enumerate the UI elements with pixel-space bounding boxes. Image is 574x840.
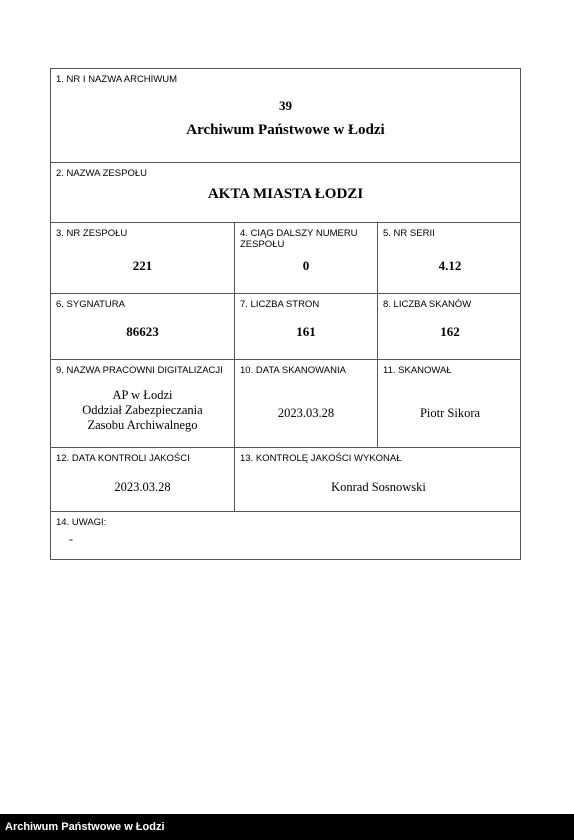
row-digitization — [51, 360, 520, 448]
cell-page-count — [234, 294, 377, 359]
qc-by-label: 13. KONTROLĘ JAKOŚCI WYKONAŁ — [240, 453, 402, 464]
fonds-name-value: AKTA MIASTA ŁODZI — [207, 186, 364, 202]
qc-by-value: Konrad Sosnowski — [331, 480, 426, 494]
fonds-number-label: 3. NR ZESPOŁU — [56, 228, 128, 239]
signature-value: 86623 — [126, 324, 159, 339]
signature-label: 6. SYGNATURA — [56, 299, 125, 310]
metadata-sheet — [50, 68, 521, 560]
cell-scan-date — [234, 360, 377, 447]
cell-fonds-continuation — [234, 223, 377, 293]
cell-scanned-by — [377, 360, 522, 447]
row-quality-control — [51, 448, 520, 512]
cell-fonds-number — [51, 223, 234, 293]
row-remarks — [51, 512, 520, 559]
cell-signature — [51, 294, 234, 359]
digitization-lab-label: 9. NAZWA PRACOWNI DIGITALIZACJI — [56, 365, 223, 376]
scan-count-value: 162 — [440, 324, 460, 339]
cell-qc-by — [234, 448, 522, 511]
qc-date-label: 12. DATA KONTROLI JAKOŚCI — [56, 453, 190, 464]
fonds-continuation-label-line2: ZESPOŁU — [240, 238, 285, 250]
page-count-label: 7. LICZBA STRON — [240, 299, 320, 310]
scan-count-label: 8. LICZBA SKANÓW — [383, 299, 472, 310]
fonds-continuation-value: 0 — [302, 258, 310, 273]
row-numbers — [51, 223, 520, 294]
series-number-label: 5. NR SERII — [383, 228, 435, 239]
page-count-value: 161 — [296, 324, 316, 339]
remarks-label: 14. UWAGI: — [56, 517, 107, 528]
archive-name: Archiwum Państwowe w Łodzi — [186, 122, 385, 138]
digitization-lab-line2: Oddział Zabezpieczania — [82, 403, 203, 417]
scan-date-label: 10. DATA SKANOWANIA — [240, 365, 346, 376]
fonds-name-label: 2. NAZWA ZESPOŁU — [56, 168, 147, 179]
row-fonds-name — [51, 163, 520, 223]
footer-bar — [0, 814, 574, 840]
archive-label: 1. NR I NAZWA ARCHIWUM — [56, 74, 178, 85]
fonds-number-value: 221 — [132, 258, 153, 273]
cell-digitization-lab — [51, 360, 234, 447]
scanned-by-label: 11. SKANOWAŁ — [383, 365, 452, 376]
qc-date-value: 2023.03.28 — [114, 480, 171, 494]
scanned-by-value: Piotr Sikora — [419, 406, 481, 420]
digitization-lab-line1: AP w Łodzi — [112, 388, 173, 402]
series-number-value: 4.12 — [438, 258, 462, 273]
footer-text: Archiwum Państwowe w Łodzi — [5, 821, 165, 833]
row-archive — [51, 69, 520, 163]
digitization-lab-name — [51, 388, 234, 433]
digitization-lab-line3: Zasobu Archiwalnego — [87, 418, 198, 432]
cell-qc-date — [51, 448, 234, 511]
scan-date-value: 2023.03.28 — [277, 406, 335, 420]
cell-scan-count — [377, 294, 522, 359]
cell-series-number — [377, 223, 522, 293]
fonds-continuation-label — [240, 229, 358, 250]
row-counts — [51, 294, 520, 360]
archive-number: 39 — [279, 98, 292, 113]
remarks-value: - — [69, 532, 73, 546]
fonds-continuation-label-line1: 4. CIĄG DALSZY NUMERU — [240, 228, 358, 239]
